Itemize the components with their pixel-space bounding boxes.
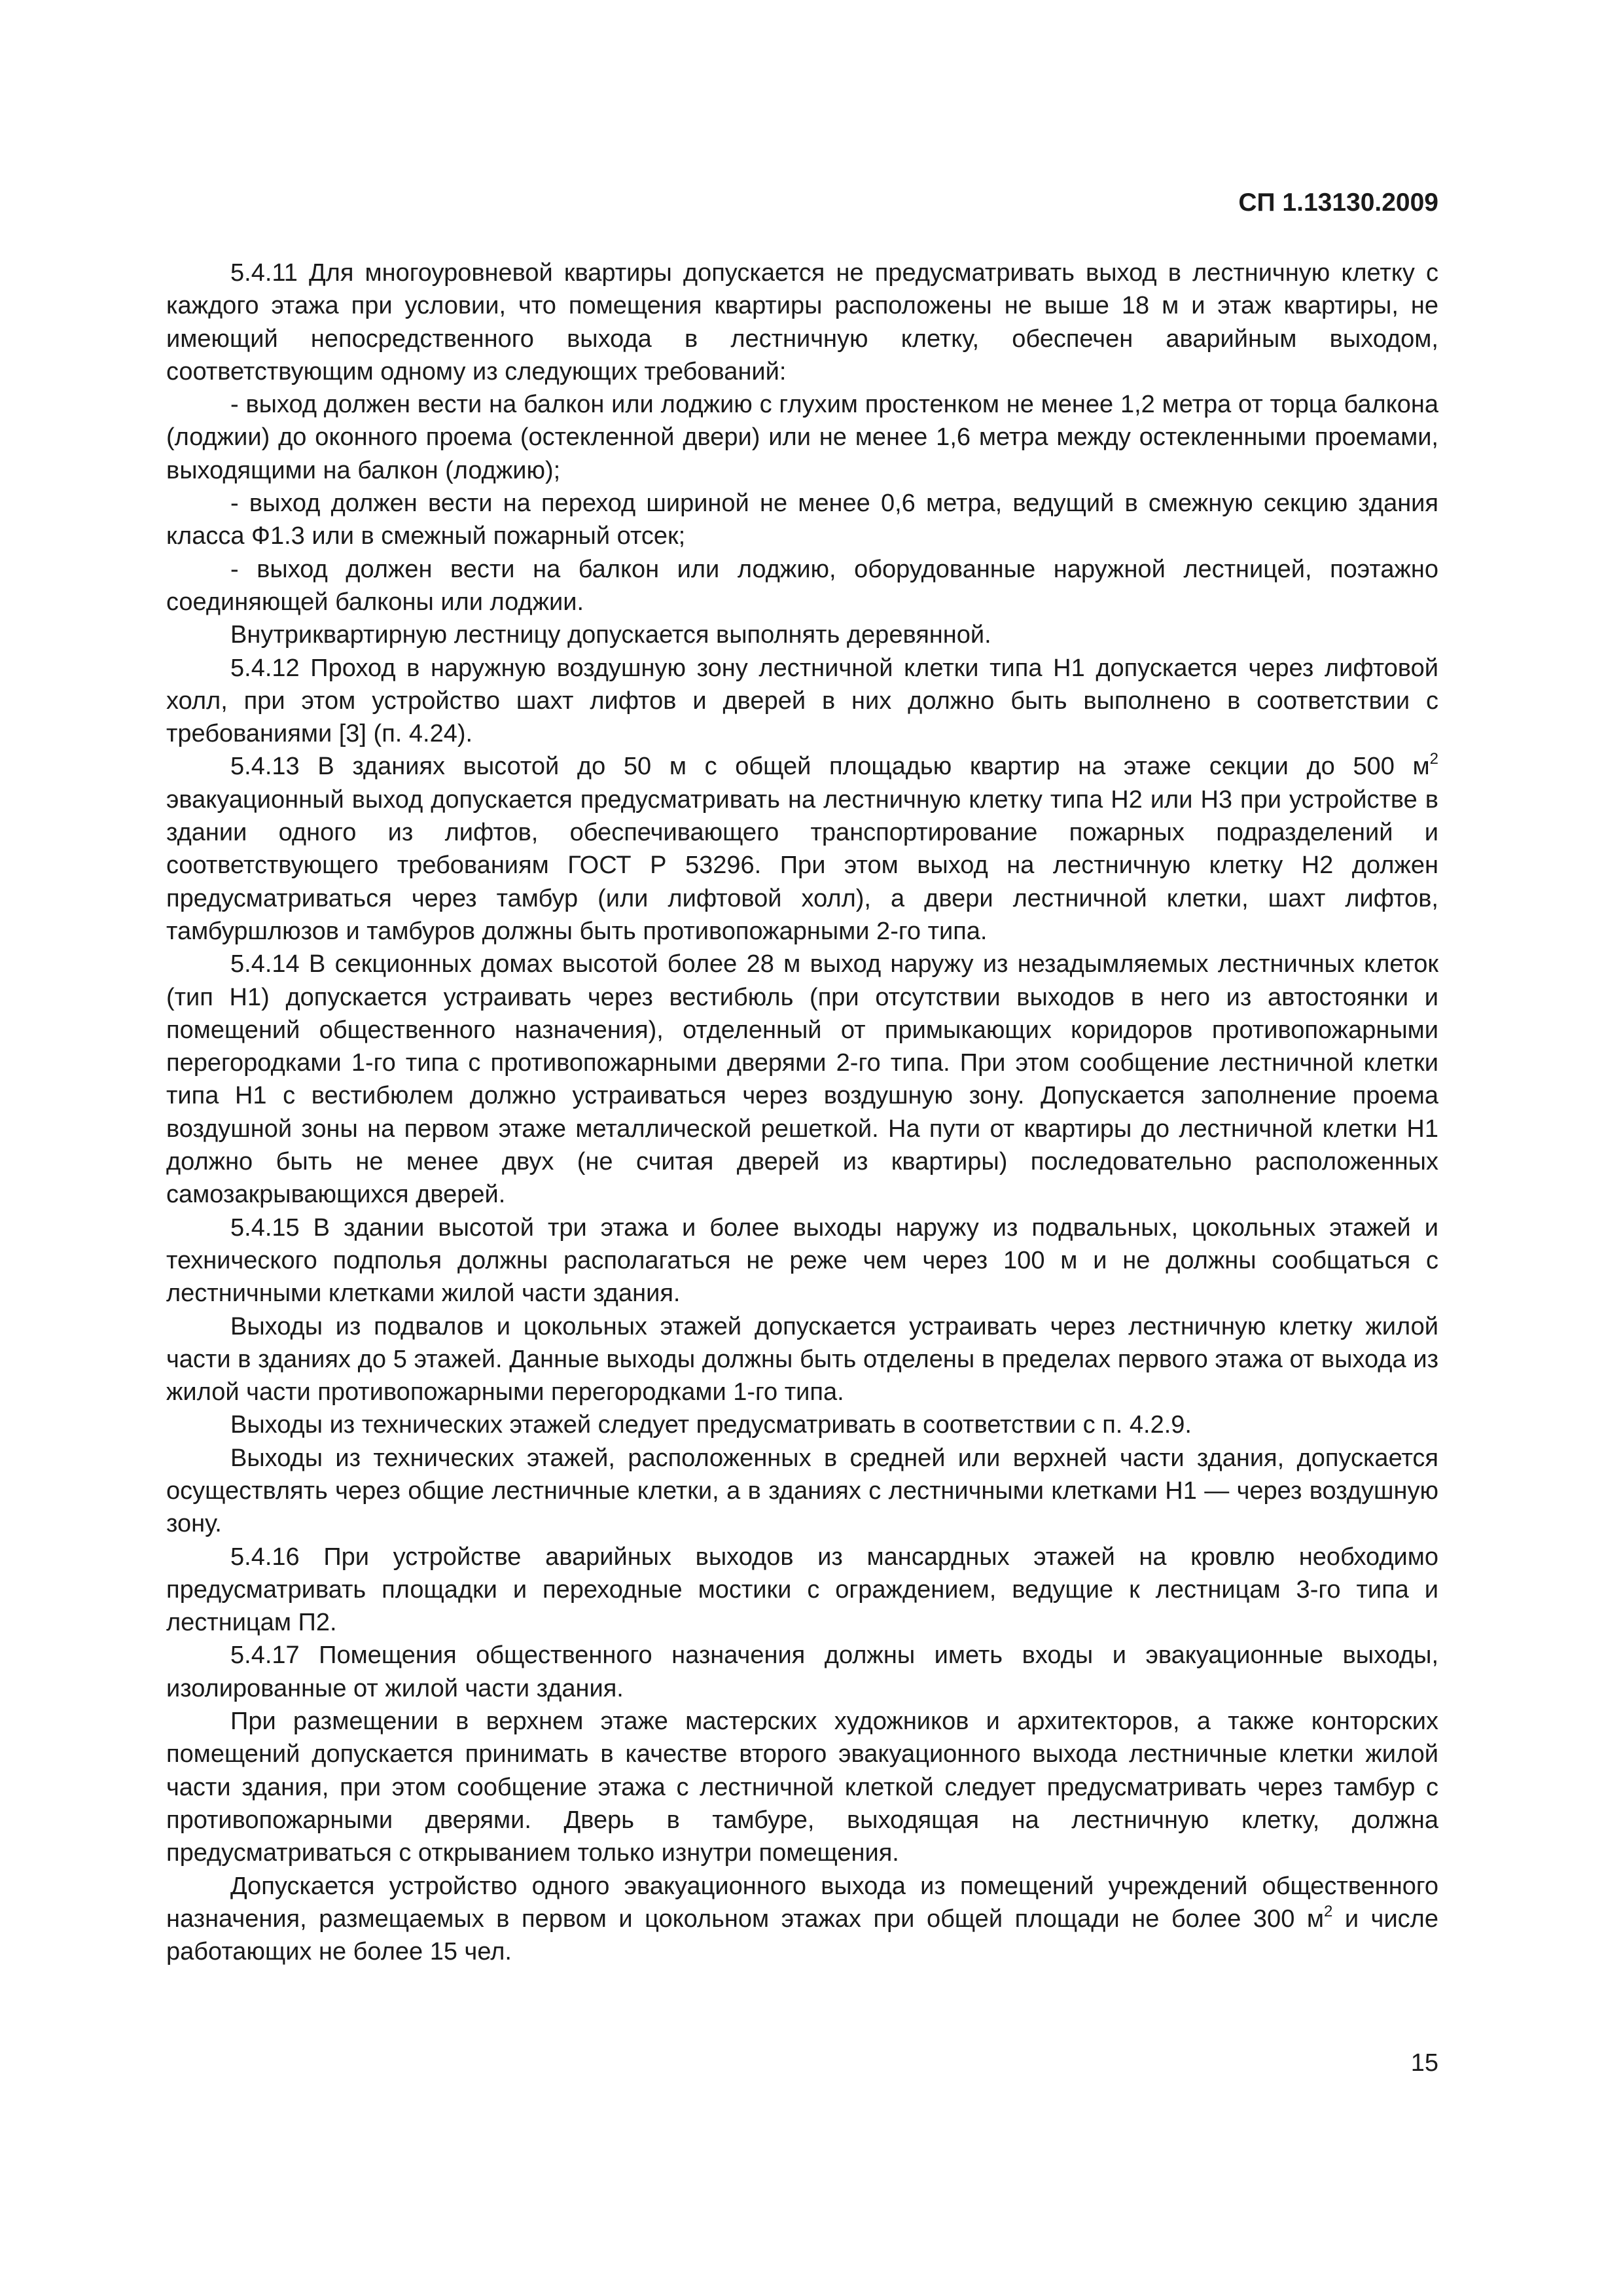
- document-code-header: СП 1.13130.2009: [1238, 188, 1438, 217]
- paragraph-5-4-14: 5.4.14 В секционных домах высотой более 28 м выход наружу из незадымляемых лестничных клеток (тип Н1) допускается устраивать через вестибюль (при отсутствии выходов в него из автостоянки и помещений общественного назначения), отделенный от примыкающих коридоров противопожарными перегородками 1-го типа с противопожарными дверями 2-го типа. При этом сообщение лестничной клетки типа Н1 с вестибюлем должно устраиваться через воздушную зону. Допускается заполнение проема воздушной зоны на первом этаже металлической решеткой. На пути от квартиры до лестничной клетки Н1 должно быть не менее двух (не считая дверей из квартиры) последовательно расположенных самозакрывающихся дверей.: [166, 950, 1438, 1209]
- paragraph-5-4-11: 5.4.11 Для многоуровневой квартиры допускается не предусматривать выход в лестничную клетку с каждого этажа при условии, что помещения квартиры расположены не выше 18 м и этаж квартиры, не имеющий непосредственного выхода в лестничную клетку, обеспечен аварийным выходом, соответствующим одному из следующих требований:: [166, 259, 1438, 386]
- list-item-outer-stair: - выход должен вести на балкон или лоджию, оборудованные наружной лестницей, поэтажно соединяющей балконы или лоджии.: [166, 555, 1438, 616]
- list-item-balcony-wall: - выход должен вести на балкон или лоджию с глухим простенком не менее 1,2 метра от торца балкона (лоджии) до оконного проема (остекленной двери) или не менее 1,6 метра между остекленными проемами, выходящими на балкон (лоджию);: [166, 391, 1438, 484]
- paragraph-5-4-17: 5.4.17 Помещения общественного назначения должны иметь входы и эвакуационные выходы, изолированные от жилой части здания.: [166, 1641, 1438, 1702]
- paragraph-5-4-13-text-after: эвакуационный выход допускается предусматривать на лестничную клетку типа Н2 или Н3 при устройстве в здании одного из лифтов, обеспечивающего транспортирование пожарных подразделений и соответствующего требованиям ГОСТ Р 53296. При этом выход на лестничную клетку Н2 должен предусматриваться через тамбур (или лифтовой холл), а двери лестничной клетки, шахт лифтов, тамбуршлюзов и тамбуров должны быть противопожарными 2-го типа.: [166, 785, 1438, 945]
- paragraph-technical-exits: Выходы из технических этажей следует предусматривать в соответствии с п. 4.2.9.: [230, 1411, 1192, 1439]
- paragraph-single-exit-text-before: Допускается устройство одного эвакуационного выхода из помещений учреждений общественного назначения, размещаемых в первом и цокольном этажах при общей площади не более 300 м: [166, 1872, 1438, 1933]
- superscript-square: 2: [1429, 750, 1438, 768]
- paragraph-5-4-15: 5.4.15 В здании высотой три этажа и более выходы наружу из подвальных, цокольных этажей и технического подполья должны располагаться не реже чем через 100 м и не должны сообщаться с лестничными клетками жилой части здания.: [166, 1213, 1438, 1308]
- paragraph-5-4-12: 5.4.12 Проход в наружную воздушную зону лестничной клетки типа Н1 допускается через лифтовой холл, при этом устройство шахт лифтов и дверей в них должно быть выполнено в соответствии с требованиями [3] (п. 4.24).: [166, 654, 1438, 748]
- superscript-square: 2: [1324, 1902, 1333, 1920]
- paragraph-5-4-13-text-before: 5.4.13 В зданиях высотой до 50 м с общей площадью квартир на этаже секции до 500 м: [230, 753, 1430, 781]
- paragraph-5-4-16: 5.4.16 При устройстве аварийных выходов из мансардных этажей на кровлю необходимо предусматривать площадки и переходные мостики с ограждением, ведущие к лестницам 3-го типа и лестницам П2.: [166, 1543, 1438, 1637]
- paragraph-basement-exits: Выходы из подвалов и цокольных этажей допускается устраивать через лестничную клетку жилой части в зданиях до 5 этажей. Данные выходы должны быть отделены в пределах первого этажа от выхода из жилой части противопожарными перегородками 1-го типа.: [166, 1312, 1438, 1407]
- paragraph-inner-stair: Внутриквартирную лестницу допускается выполнять деревянной.: [230, 621, 991, 649]
- list-item-passage: - выход должен вести на переход шириной не менее 0,6 метра, ведущий в смежную секцию здания класса Ф1.3 или в смежный пожарный отсек;: [166, 490, 1438, 550]
- paragraph-artist-studios: При размещении в верхнем этаже мастерских художников и архитекторов, а также конторских помещений допускается принимать в качестве второго эвакуационного выхода лестничные клетки жилой части здания, при этом сообщение этажа с лестничной клеткой следует предусматривать через тамбур с противопожарными дверями. Дверь в тамбуре, выходящая на лестничную клетку, должна предусматриваться с открыванием только изнутри помещения.: [166, 1708, 1438, 1867]
- paragraph-5-4-13: [166, 750, 1438, 948]
- page-number: 15: [1410, 2049, 1438, 2077]
- paragraph-single-exit: [166, 1870, 1438, 1969]
- paragraph-technical-exits-upper: Выходы из технических этажей, расположенных в средней или верхней части здания, допускается осуществлять через общие лестничные клетки, а в зданиях с лестничными клетками Н1 — через воздушную зону.: [166, 1444, 1438, 1538]
- paragraph-single-exit-text-after: и числе работающих не более 15 чел.: [166, 1905, 1438, 1966]
- document-body: [166, 257, 1438, 1968]
